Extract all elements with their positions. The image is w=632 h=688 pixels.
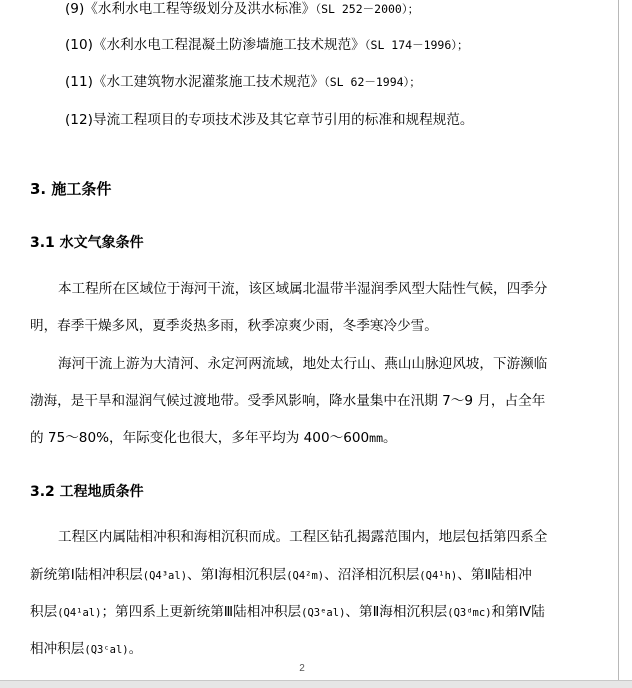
- text-run: 积层: [30, 604, 58, 620]
- stratum-formula: (Q3ᵉal): [301, 607, 346, 619]
- reference-code: （SL 174－1996）；: [364, 38, 469, 52]
- paragraph-line: [30, 603, 545, 622]
- text-run: 、第Ⅰ海相沉积层: [187, 567, 287, 583]
- unit-text: mm: [369, 431, 383, 445]
- stratum-formula: (Q4²m): [286, 570, 325, 582]
- paragraph-line: 明，春季干燥多风，夏季炎热多雨，秋季凉爽少雨，冬季寒冷少雪。: [30, 318, 438, 334]
- text-run: 的 75～80%，年际变化也很大，多年平均为 400～600: [30, 430, 370, 446]
- reference-title: 导流工程项目的专项技术涉及其它章节引用的标准和规程规范。: [92, 112, 474, 128]
- page-edge-rule: [618, 0, 619, 687]
- section-3-heading: 3. 施工条件: [30, 180, 112, 198]
- paragraph-line: 渤海，是干旱和湿润气候过渡地带。受季风影响，降水量集中在汛期 7～9 月，占全年: [30, 393, 546, 409]
- reference-title: 《水工建筑物水泥灌浆施工技术规范》: [92, 74, 324, 90]
- paragraph-line: [30, 429, 397, 447]
- text-run: ；第四系上更新统第Ⅲ陆相冲积层: [101, 604, 302, 620]
- section-3-2-heading: 3.2 工程地质条件: [30, 484, 144, 500]
- stratum-formula: (Q4¹al): [57, 607, 102, 619]
- reference-title: 《水利水电工程等级划分及洪水标准》: [84, 1, 316, 17]
- text-run: 、第Ⅱ海相沉积层: [345, 604, 448, 620]
- reference-number: (9): [65, 1, 85, 17]
- reference-item-12: [65, 111, 474, 129]
- reference-item-11: [65, 73, 421, 91]
- reference-number: (10): [65, 37, 93, 53]
- reference-number: (12): [65, 112, 93, 128]
- stratum-formula: (Q3ᵈmc): [447, 607, 492, 619]
- paragraph-line: [30, 640, 142, 659]
- stratum-formula: (Q3ᶜal): [84, 644, 129, 656]
- text-run: 、沼泽相沉积层: [324, 567, 420, 583]
- paragraph-line: [30, 566, 532, 585]
- section-3-1-heading: 3.1 水文气象条件: [30, 235, 144, 251]
- paragraph-line: 海河干流上游为大清河、永定河两流域，地处太行山、燕山山脉迎风坡，下游濒临: [58, 356, 548, 372]
- text-run: 。: [383, 430, 397, 446]
- reference-code: （SL 252－2000）；: [315, 2, 420, 16]
- paragraph-line: 本工程所在区域位于海河干流，该区域属北温带半湿润季风型大陆性气候，四季分: [58, 281, 548, 297]
- text-run: 。: [128, 641, 143, 657]
- reference-item-10: [65, 36, 469, 54]
- page-number: 2: [299, 663, 305, 674]
- stratum-formula: (Q4¹h): [419, 570, 458, 582]
- stratum-formula: (Q4³al): [142, 570, 188, 582]
- reference-item-9: [65, 0, 419, 18]
- reference-title: 《水利水电工程混凝土防渗墙施工技术规范》: [92, 37, 365, 53]
- text-run: 新统第Ⅰ陆相冲积层: [30, 567, 143, 583]
- reference-code: （SL 62－1994）；: [324, 75, 421, 89]
- reference-number: (11): [65, 74, 93, 90]
- paragraph-line: 工程区内属陆相冲积和海相沉积而成。工程区钻孔揭露范围内，地层包括第四系全: [58, 529, 548, 545]
- text-run: 和第Ⅳ陆: [491, 604, 545, 620]
- text-run: 、第Ⅱ陆相冲: [457, 567, 532, 583]
- text-run: 相冲积层: [30, 641, 85, 657]
